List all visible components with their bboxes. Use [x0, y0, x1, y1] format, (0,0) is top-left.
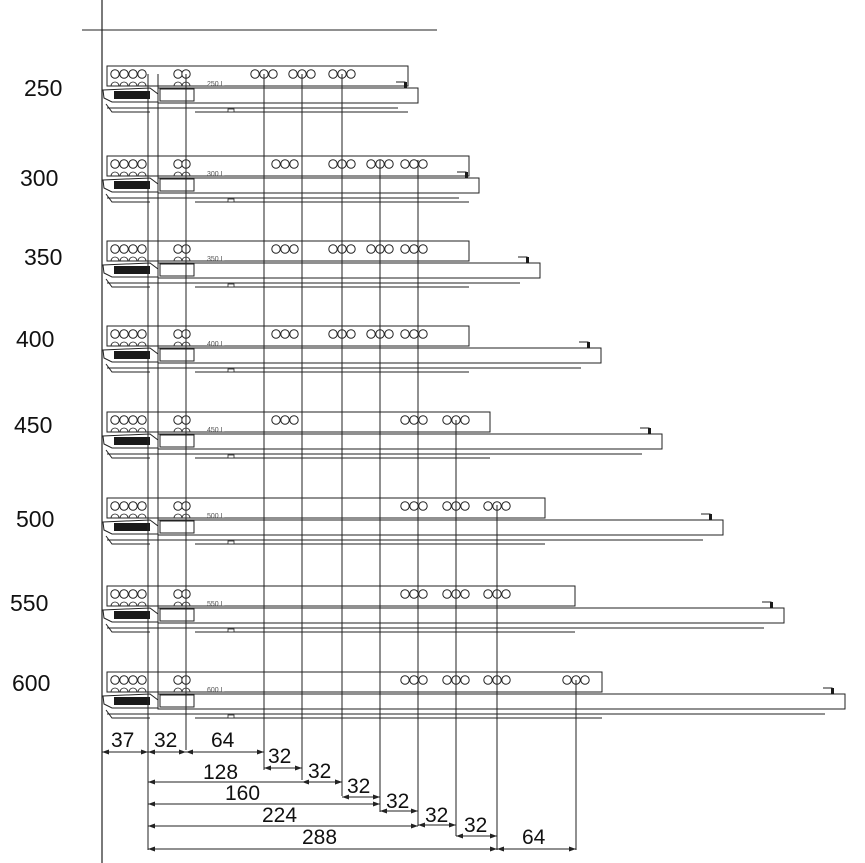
dimension-128: 128: [203, 761, 239, 784]
dim-line-288-arrow-left: [148, 847, 155, 852]
hole-group-1-hole-b: [281, 330, 289, 338]
dimension-160: 160: [225, 782, 261, 805]
front-hole-1: [111, 330, 119, 338]
drawer-member: [158, 694, 845, 709]
front-pair-hole-1: [174, 590, 182, 598]
front-hole-1: [111, 502, 119, 510]
hole-group-3-hole-a: [367, 330, 375, 338]
hole-group-2-hole-c: [461, 502, 469, 510]
mechanism-spring: [114, 697, 150, 705]
hole-group-4-hole-a: [563, 676, 571, 684]
hole-group-1-hole-c: [290, 245, 298, 253]
hole-group-2-hole-c: [347, 330, 355, 338]
dim-line-64-arrow-left: [186, 750, 193, 755]
hole-group-1-hole-c: [290, 330, 298, 338]
dim-line-step-3-arrow-right: [373, 795, 380, 800]
dim-line-step-5-arrow-left: [418, 823, 425, 828]
length-label-400: 400: [16, 326, 55, 352]
dimension-lines: [102, 750, 576, 852]
front-pair-hole-1: [174, 70, 182, 78]
dimension-step-4: 32: [386, 790, 410, 813]
drawer-member: [158, 178, 479, 193]
hole-group-1-hole-b: [281, 245, 289, 253]
rear-hook-tip: [831, 688, 834, 694]
runners-group: [103, 66, 845, 718]
front-hole-1: [111, 590, 119, 598]
hole-group-4-hole-a: [401, 245, 409, 253]
dim-line-288-arrow-right: [490, 847, 497, 852]
front-hole-2: [120, 70, 128, 78]
length-label-500: 500: [16, 506, 55, 532]
rear-hook: [640, 428, 649, 434]
hole-group-1-hole-c: [419, 676, 427, 684]
length-stamp: 600 L: [207, 687, 225, 694]
rail-clip: [228, 109, 234, 112]
mechanism-spring: [114, 181, 150, 189]
rail-clip: [228, 629, 234, 632]
length-stamp: 500 L: [207, 513, 225, 520]
dim-line-step-6-arrow-right: [490, 834, 497, 839]
front-hole-3: [129, 676, 137, 684]
rear-hook-tip: [648, 428, 651, 434]
front-hole-2: [120, 502, 128, 510]
hole-group-2-hole-a: [443, 502, 451, 510]
dimension-64-first: 64: [211, 729, 235, 752]
hole-group-1-hole-a: [272, 330, 280, 338]
runner-350: [103, 241, 540, 287]
length-stamp: 450 L: [207, 427, 225, 434]
rail-clip: [228, 284, 234, 287]
dim-line-step-4-arrow-right: [411, 809, 418, 814]
dimension-step-5: 32: [425, 804, 449, 827]
dimension-64-last: 64: [522, 826, 546, 849]
front-hole-4: [138, 70, 146, 78]
drawer-member: [158, 434, 662, 449]
dim-line-37-arrow-left: [102, 750, 109, 755]
front-hole-4: [138, 330, 146, 338]
rail-clip: [228, 369, 234, 372]
hole-group-1-hole-a: [272, 160, 280, 168]
dim-line-224-arrow-right: [411, 824, 418, 829]
dim-line-224-arrow-left: [148, 824, 155, 829]
runner-250: [103, 66, 418, 112]
hole-group-3-hole-a: [367, 245, 375, 253]
dimension-step-2: 32: [308, 760, 332, 783]
front-hole-4: [138, 245, 146, 253]
dimension-step-1: 32: [268, 745, 292, 768]
hole-group-1-hole-c: [269, 70, 277, 78]
locking-device: [160, 89, 194, 101]
hole-group-1-hole-a: [272, 245, 280, 253]
drawer-member: [158, 88, 418, 103]
locking-device: [160, 179, 194, 191]
dimension-288: 288: [302, 826, 338, 849]
dim-line-step-5-arrow-right: [449, 823, 456, 828]
hole-group-1-hole-b: [410, 590, 418, 598]
hole-group-2-hole-a: [329, 160, 337, 168]
hole-group-4-hole-c: [419, 245, 427, 253]
runner-400: [103, 326, 601, 372]
hole-group-4-hole-c: [419, 330, 427, 338]
front-hole-3: [129, 70, 137, 78]
hole-group-2-hole-a: [329, 330, 337, 338]
dimension-224: 224: [262, 804, 298, 827]
hole-group-3-hole-a: [484, 502, 492, 510]
front-hole-2: [120, 416, 128, 424]
dim-line-160-arrow-right: [373, 802, 380, 807]
front-hole-1: [111, 416, 119, 424]
dim-line-128-arrow-right: [335, 780, 342, 785]
hole-group-2-hole-c: [461, 590, 469, 598]
hole-group-3-hole-a: [329, 70, 337, 78]
runner-450: [103, 412, 662, 458]
length-label-350: 350: [24, 244, 63, 270]
length-label-600: 600: [12, 670, 51, 696]
hole-group-3-hole-a: [484, 590, 492, 598]
hole-group-1-hole-c: [290, 160, 298, 168]
hole-group-1-hole-c: [419, 502, 427, 510]
dim-line-128-arrow-left: [148, 780, 155, 785]
hole-group-3-hole-c: [461, 416, 469, 424]
drawer-member: [158, 520, 723, 535]
hole-group-1-hole-a: [401, 590, 409, 598]
hole-group-3-hole-c: [347, 70, 355, 78]
hole-group-3-hole-c: [385, 160, 393, 168]
hole-group-3-hole-c: [502, 676, 510, 684]
hole-group-2-hole-c: [307, 70, 315, 78]
mechanism-spring: [114, 91, 150, 99]
hole-group-4-hole-b: [410, 330, 418, 338]
front-hole-3: [129, 160, 137, 168]
rear-hook-tip: [465, 172, 468, 178]
rail-clip: [228, 541, 234, 544]
hole-group-2-hole-c: [347, 160, 355, 168]
hole-group-4-hole-a: [401, 330, 409, 338]
locking-device: [160, 521, 194, 533]
front-hole-3: [129, 245, 137, 253]
rear-hook: [762, 602, 771, 608]
mechanism-spring: [114, 523, 150, 531]
hole-group-2-hole-b: [410, 416, 418, 424]
length-stamp: 550 L: [207, 601, 225, 608]
hole-group-3-hole-c: [385, 245, 393, 253]
length-stamp: 250 L: [207, 81, 225, 88]
dimension-step-6: 32: [464, 814, 488, 837]
length-stamp: 400 L: [207, 341, 225, 348]
front-hole-3: [129, 590, 137, 598]
runner-550: [103, 586, 784, 632]
hole-group-1-hole-c: [419, 590, 427, 598]
front-hole-3: [129, 502, 137, 510]
dim-line-step-1-arrow-right: [295, 766, 302, 771]
length-label-550: 550: [10, 590, 49, 616]
rail-clip: [228, 455, 234, 458]
hole-group-2-hole-a: [289, 70, 297, 78]
runner-600: [103, 672, 845, 718]
length-label-300: 300: [20, 165, 59, 191]
front-hole-2: [120, 590, 128, 598]
rear-hook-tip: [404, 82, 407, 88]
hole-group-2-hole-a: [443, 590, 451, 598]
rear-hook: [823, 688, 832, 694]
dimension-37: 37: [111, 729, 135, 752]
front-hole-2: [120, 160, 128, 168]
hole-group-2-hole-a: [443, 676, 451, 684]
locking-device: [160, 349, 194, 361]
front-pair-hole-1: [174, 245, 182, 253]
hole-group-1-hole-b: [410, 676, 418, 684]
front-hole-4: [138, 676, 146, 684]
front-hole-4: [138, 160, 146, 168]
front-hole-1: [111, 160, 119, 168]
drawer-member: [158, 263, 540, 278]
hole-group-4-hole-c: [419, 160, 427, 168]
rear-hook: [518, 257, 527, 263]
front-hole-1: [111, 70, 119, 78]
front-hole-4: [138, 502, 146, 510]
hole-group-3-hole-a: [484, 676, 492, 684]
front-pair-hole-1: [174, 416, 182, 424]
rear-hook: [579, 342, 588, 348]
dim-line-37-arrow-right: [141, 750, 148, 755]
locking-device: [160, 695, 194, 707]
front-pair-hole-1: [174, 502, 182, 510]
hole-group-2-hole-a: [401, 416, 409, 424]
hole-group-3-hole-c: [502, 590, 510, 598]
length-stamp: 350 L: [207, 256, 225, 263]
length-stamp: 300 L: [207, 171, 225, 178]
front-hole-4: [138, 416, 146, 424]
front-hole-1: [111, 676, 119, 684]
rear-hook-tip: [587, 342, 590, 348]
hole-group-3-hole-c: [502, 502, 510, 510]
front-pair-hole-1: [174, 330, 182, 338]
hole-group-1-hole-a: [251, 70, 259, 78]
length-label-450: 450: [14, 412, 53, 438]
rail-clip: [228, 199, 234, 202]
rear-hook-tip: [770, 602, 773, 608]
hole-group-1-hole-b: [281, 416, 289, 424]
carcass-member: [107, 498, 545, 518]
dim-line-64-last-arrow-right: [569, 847, 576, 852]
dim-line-64-arrow-right: [257, 750, 264, 755]
hole-group-3-hole-a: [367, 160, 375, 168]
locking-device: [160, 609, 194, 621]
hole-group-1-hole-a: [272, 416, 280, 424]
hole-group-3-hole-a: [443, 416, 451, 424]
hole-group-1-hole-b: [281, 160, 289, 168]
hole-group-2-hole-a: [329, 245, 337, 253]
rear-hook-tip: [526, 257, 529, 263]
dim-line-step-6-arrow-left: [456, 834, 463, 839]
locking-device: [160, 435, 194, 447]
rear-hook: [701, 514, 710, 520]
hole-group-1-hole-a: [401, 502, 409, 510]
carcass-member: [107, 412, 490, 432]
length-label-250: 250: [24, 75, 63, 101]
locking-device: [160, 264, 194, 276]
front-hole-2: [120, 676, 128, 684]
front-hole-3: [129, 330, 137, 338]
rail-clip: [228, 715, 234, 718]
hole-group-4-hole-c: [581, 676, 589, 684]
runner-500: [103, 498, 723, 544]
hole-group-1-hole-b: [410, 502, 418, 510]
dim-line-160-arrow-left: [148, 802, 155, 807]
mechanism-spring: [114, 266, 150, 274]
dimension-32-first: 32: [154, 729, 178, 752]
hole-group-4-hole-b: [410, 160, 418, 168]
front-hole-3: [129, 416, 137, 424]
hole-group-4-hole-a: [401, 160, 409, 168]
hole-group-1-hole-c: [290, 416, 298, 424]
hole-group-2-hole-c: [419, 416, 427, 424]
front-pair-hole-1: [174, 676, 182, 684]
hole-group-2-hole-c: [347, 245, 355, 253]
dim-line-32-arrow-right: [179, 750, 186, 755]
front-pair-hole-1: [174, 160, 182, 168]
runner-300: [103, 156, 479, 202]
rear-hook-tip: [709, 514, 712, 520]
mechanism-spring: [114, 611, 150, 619]
drawer-member: [158, 608, 784, 623]
hole-group-1-hole-a: [401, 676, 409, 684]
dimension-step-3: 32: [347, 775, 371, 798]
dim-line-64-last-arrow-left: [497, 847, 504, 852]
front-hole-1: [111, 245, 119, 253]
front-hole-4: [138, 590, 146, 598]
front-hole-2: [120, 330, 128, 338]
hole-group-4-hole-b: [410, 245, 418, 253]
mechanism-spring: [114, 437, 150, 445]
front-hole-2: [120, 245, 128, 253]
hole-group-3-hole-c: [385, 330, 393, 338]
hole-group-2-hole-c: [461, 676, 469, 684]
mechanism-spring: [114, 351, 150, 359]
